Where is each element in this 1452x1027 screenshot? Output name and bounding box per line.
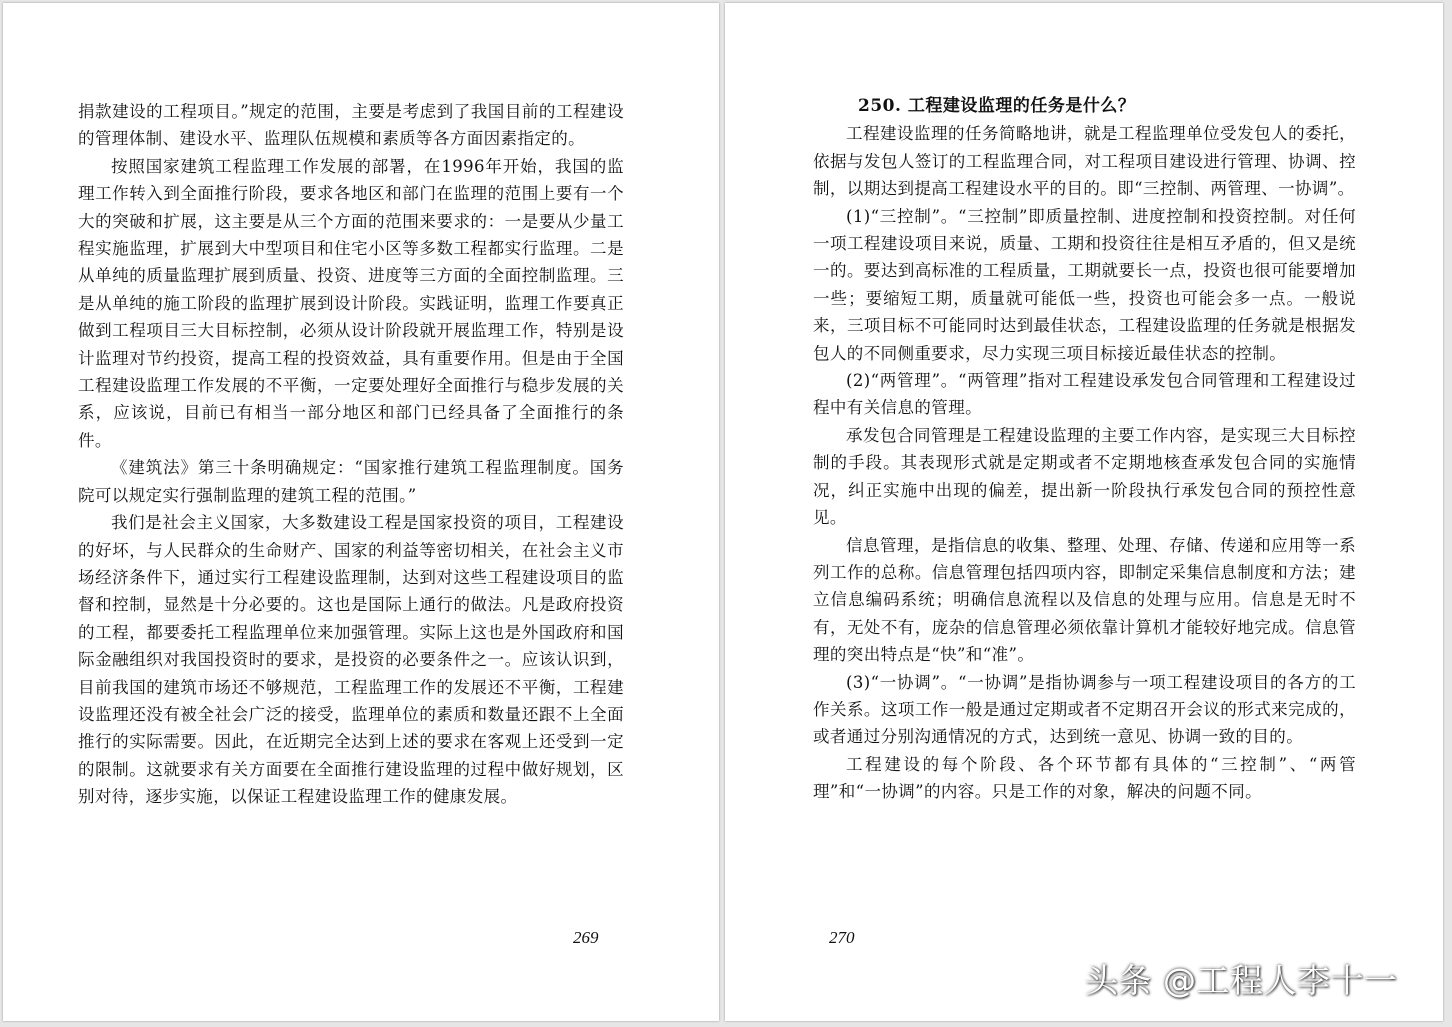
right-page (725, 3, 1443, 1021)
paragraph: 《建筑法》第三十条明确规定：“国家推行建筑工程监理制度。国务院可以规定实行强制监理的建筑工程的范围。” (78, 458, 624, 505)
paragraph: 工程建设监理的任务简略地讲，就是工程监理单位受发包人的委托，依据与发包人签订的工程监理合同，对工程项目建设进行管理、协调、控制，以期达到提高工程建设水平的目的。即“三控制、两管理、一协调”。 (813, 124, 1356, 199)
paragraph: 信息管理，是指信息的收集、整理、处理、存储、传递和应用等一系列工作的总称。信息管理包括四项内容，即制定采集信息制度和方法；建立信息编码系统；明确信息流程以及信息的处理与应用。信息是无时不有，无处不有，庞杂的信息管理必须依靠计算机才能较好地完成。信息管理的突出特点是“快”和“准”。 (813, 535, 1356, 665)
watermark: 头条 @工程人李十一 (1085, 961, 1398, 1000)
paragraph: 工程建设的每个阶段、各个环节都有具体的“三控制”、“两管理”和“一协调”的内容。只是工作的对象，解决的问题不同。 (813, 754, 1356, 802)
paragraph: 我们是社会主义国家，大多数建设工程是国家投资的项目，工程建设的好坏，与人民群众的生命财产、国家的利益等密切相关，在社会主义市场经济条件下，通过实行工程建设监理制，达到对这些工程建设项目的监督和控制，显然是十分必要的。这也是国际上通行的做法。凡是政府投资的工程，都要委托工程监理单位来加强管理。实际上这也是外国政府和国际金融组织对我国投资时的要求，是投资的必要条件之一。应该认识到，目前我国的建筑市场还不够规范，工程监理工作的发展还不平衡，工程建设监理还没有被全社会广泛的接受，监理单位的素质和数量还跟不上全面推行的实际需要。因此，在近期完全达到上述的要求在客观上还受到一定的限制。这就要求有关方面要在全面推行建设监理的过程中做好规划，区别对待，逐步实施，以保证工程建设监理工作的健康发展。 (78, 513, 624, 807)
page-number: 269 (573, 928, 599, 947)
left-page-body (78, 98, 624, 811)
page-number: 270 (829, 928, 855, 947)
paragraph: (3)“一协调”。“一协调”是指协调参与一项工程建设项目的各方的工作关系。这项工作一般是通过定期或者不定期召开会议的形式来完成的，或者通过分别沟通情况的方式，达到统一意见、协调一致的目的。 (813, 672, 1356, 747)
paragraph: (1)“三控制”。“三控制”即质量控制、进度控制和投资控制。对任何一项工程建设项目来说，质量、工期和投资往往是相互矛盾的，但又是统一的。要达到高标准的工程质量，工期就要长一点，投资也很可能要增加一些；要缩短工期，质量就可能低一些，投资也可能会多一点。一般说来，三项目标不可能同时达到最佳状态，工程建设监理的任务就是根据发包人的不同侧重要求，尽力实现三项目标接近最佳状态的控制。 (813, 206, 1356, 363)
paragraph: 承发包合同管理是工程建设监理的主要工作内容，是实现三大目标控制的手段。其表现形式就是定期或者不定期地核查承发包合同的实施情况，纠正实施中出现的偏差，提出新一阶段执行承发包合同的预控性意见。 (813, 425, 1356, 528)
left-page (3, 3, 719, 1021)
right-page-body (813, 93, 1356, 806)
paragraph: (2)“两管理”。“两管理”指对工程建设承发包合同管理和工程建设过程中有关信息的管理。 (813, 371, 1356, 418)
paragraph: 捐款建设的工程项目。”规定的范围，主要是考虑到了我国目前的工程建设的管理体制、建设水平、监理队伍规模和素质等各方面因素指定的。 (78, 102, 624, 149)
paragraph: 按照国家建筑工程监理工作发展的部署，在1996年开始，我国的监理工作转入到全面推行阶段，要求各地区和部门在监理的范围上要有一个大的突破和扩展，这主要是从三个方面的范围来要求的：一是要从少量工程实施监理，扩展到大中型项目和住宅小区等多数工程都实行监理。二是从单纯的质量监理扩展到质量、投资、进度等三方面的全面控制监理。三是从单纯的施工阶段的监理扩展到设计阶段。实践证明，监理工作要真正做到工程项目三大目标控制，必须从设计阶段就开展监理工作，特别是设计监理对节约投资，提高工程的投资效益，具有重要作用。但是由于全国工程建设监理工作发展的不平衡，一定要处理好全面推行与稳步发展的关系，应该说，目前已有相当一部分地区和部门已经具备了全面推行的条件。 (78, 156, 624, 450)
section-heading: 250. 工程建设监理的任务是什么？ (858, 96, 1136, 116)
